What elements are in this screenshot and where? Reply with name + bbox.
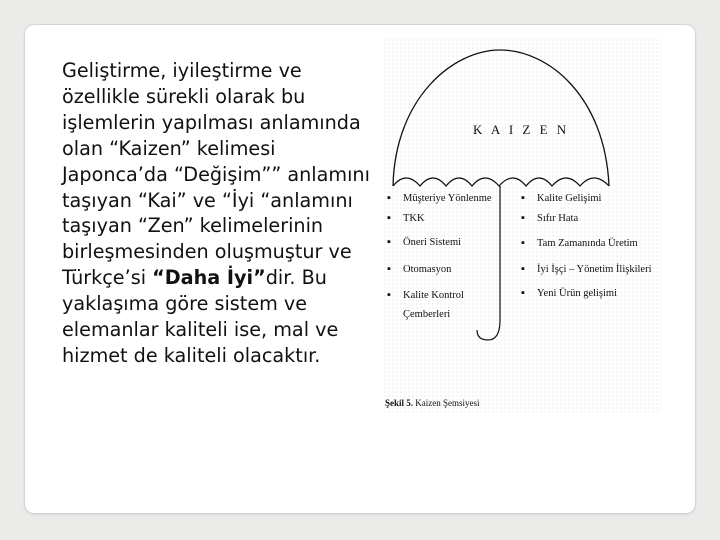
- body-text: [62, 58, 382, 369]
- kaizen-umbrella-figure: [383, 38, 661, 412]
- left-item-5-continuation: Çemberleri: [403, 309, 451, 320]
- right-item-5: Yeni Ürün gelişimi: [537, 288, 618, 299]
- bullet-icon: ▪: [387, 263, 391, 275]
- caption-label: Şekil 5.: [385, 398, 414, 408]
- left-item-4: Otomasyon: [403, 264, 452, 275]
- right-item-3: Tam Zamanında Üretim: [537, 238, 638, 249]
- bullet-icon: ▪: [521, 263, 525, 275]
- left-item-2: TKK: [403, 213, 425, 224]
- left-item-5: Kalite Kontrol: [403, 290, 464, 301]
- left-item-3: Öneri Sistemi: [403, 237, 462, 248]
- caption-text: Kaizen Şemsiyesi: [415, 398, 480, 408]
- bullet-icon: ▪: [387, 212, 391, 224]
- bullet-icon: ▪: [387, 289, 391, 301]
- figure-title: K A I Z E N: [473, 122, 570, 137]
- umbrella-handle: [477, 320, 500, 340]
- right-item-4: İyi İşçi – Yönetim İlişkileri: [537, 264, 652, 275]
- bullet-icon: ▪: [521, 212, 525, 224]
- bullet-icon: ▪: [521, 287, 525, 299]
- bullet-icon: ▪: [521, 237, 525, 249]
- bullet-icon: ▪: [387, 236, 391, 248]
- left-item-1: Müşteriye Yönlenme: [403, 193, 492, 204]
- body-text-part-2: dir. Bu yaklaşıma göre sistem ve elemanlar kaliteli ise, mal ve hizmet de kaliteli olacaktır.: [62, 266, 339, 367]
- bullet-icon: ▪: [387, 192, 391, 204]
- umbrella-scallops: [393, 178, 609, 186]
- body-text-part-1: Geliştirme, iyileştirme ve özellikle sürekli olarak bu işlemlerin yapılması anlamında olan “Kaizen” kelimesi Japonca’da “Değişim”” anlamını taşıyan “Kai” ve “İyi “anlamını taşıyan “Zen” kelimelerinin birleşmesinden oluşmuştur ve Türkçe’si: [62, 59, 370, 290]
- right-item-1: Kalite Gelişimi: [537, 193, 602, 204]
- body-text-bold-phrase: “Daha İyi”: [152, 266, 266, 290]
- umbrella-drawing: [383, 38, 661, 412]
- bullet-icon: ▪: [521, 192, 525, 204]
- umbrella-canopy: [393, 50, 609, 186]
- right-item-2: Sıfır Hata: [537, 213, 579, 224]
- figure-caption: [385, 398, 480, 408]
